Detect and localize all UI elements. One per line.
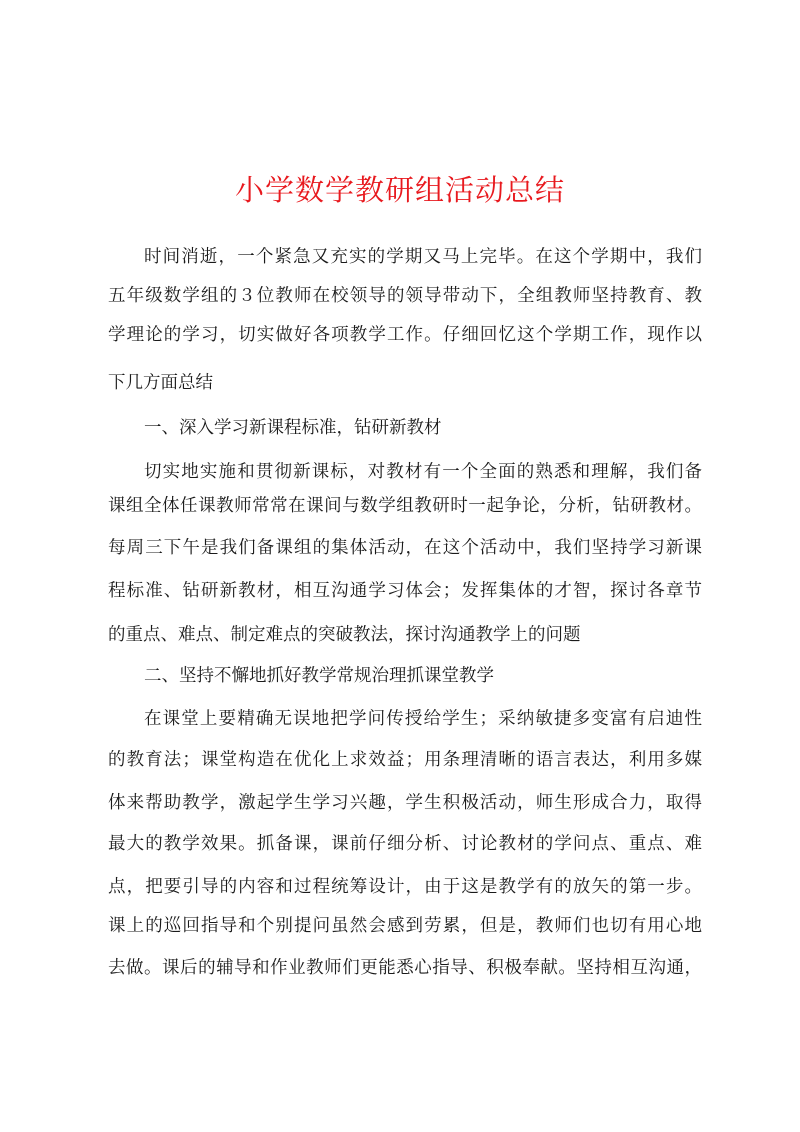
paragraph-line: 学理论的学习，切实做好各项教学工作。仔细回忆这个学期工作，现作以	[108, 325, 702, 345]
paragraph-line: 在课堂上要精确无误地把学问传授给学生；采纳敏捷多变富有启迪性	[144, 709, 702, 729]
paragraph-line: 的教育法；课堂构造在优化上求效益；用条理清晰的语言表达，利用多媒	[108, 750, 702, 770]
paragraph-line: 点，把要引导的内容和过程统筹设计，由于这是教学有的放矢的第一步。	[108, 877, 702, 897]
section-heading: 一、深入学习新课程标准，钻研新教材	[144, 418, 442, 438]
paragraph-line: 时间消逝，一个紧急又充实的学期又马上完毕。在这个学期中，我们	[144, 247, 702, 267]
paragraph-line: 下几方面总结	[108, 373, 213, 393]
paragraph-line: 体来帮助教学，激起学生学习兴趣，学生积极活动，师生形成合力，取得	[108, 793, 702, 813]
paragraph-line: 的重点、难点、制定难点的突破教法，探讨沟通教学上的问题	[108, 625, 581, 645]
paragraph-line: 去做。课后的辅导和作业教师们更能悉心指导、积极奉献。坚持相互沟通，	[108, 958, 702, 978]
section-heading: 二、坚持不懈地抓好教学常规治理抓课堂教学	[144, 666, 494, 686]
paragraph-line: 课上的巡回指导和个别提问虽然会感到劳累，但是，教师们也切有用心地	[108, 916, 702, 936]
paragraph-line: 最大的教学效果。抓备课，课前仔细分析、讨论教材的学问点、重点、难	[108, 834, 702, 854]
paragraph-line: 每周三下午是我们备课组的集体活动，在这个活动中，我们坚持学习新课	[108, 538, 702, 558]
paragraph-line: 课组全体任课教师常常在课间与数学组教研时一起争论，分析，钻研教材。	[108, 496, 702, 516]
paragraph-line: 切实地实施和贯彻新课标，对教材有一个全面的熟悉和理解，我们备	[144, 462, 702, 482]
paragraph-line: 五年级数学组的３位教师在校领导的领导带动下，全组教师坚持教育、教	[108, 286, 702, 306]
paragraph-line: 程标准、钻研新教材，相互沟通学习体会；发挥集体的才智，探讨各章节	[108, 581, 702, 601]
document-title: 小学数学教研组活动总结	[234, 173, 565, 207]
